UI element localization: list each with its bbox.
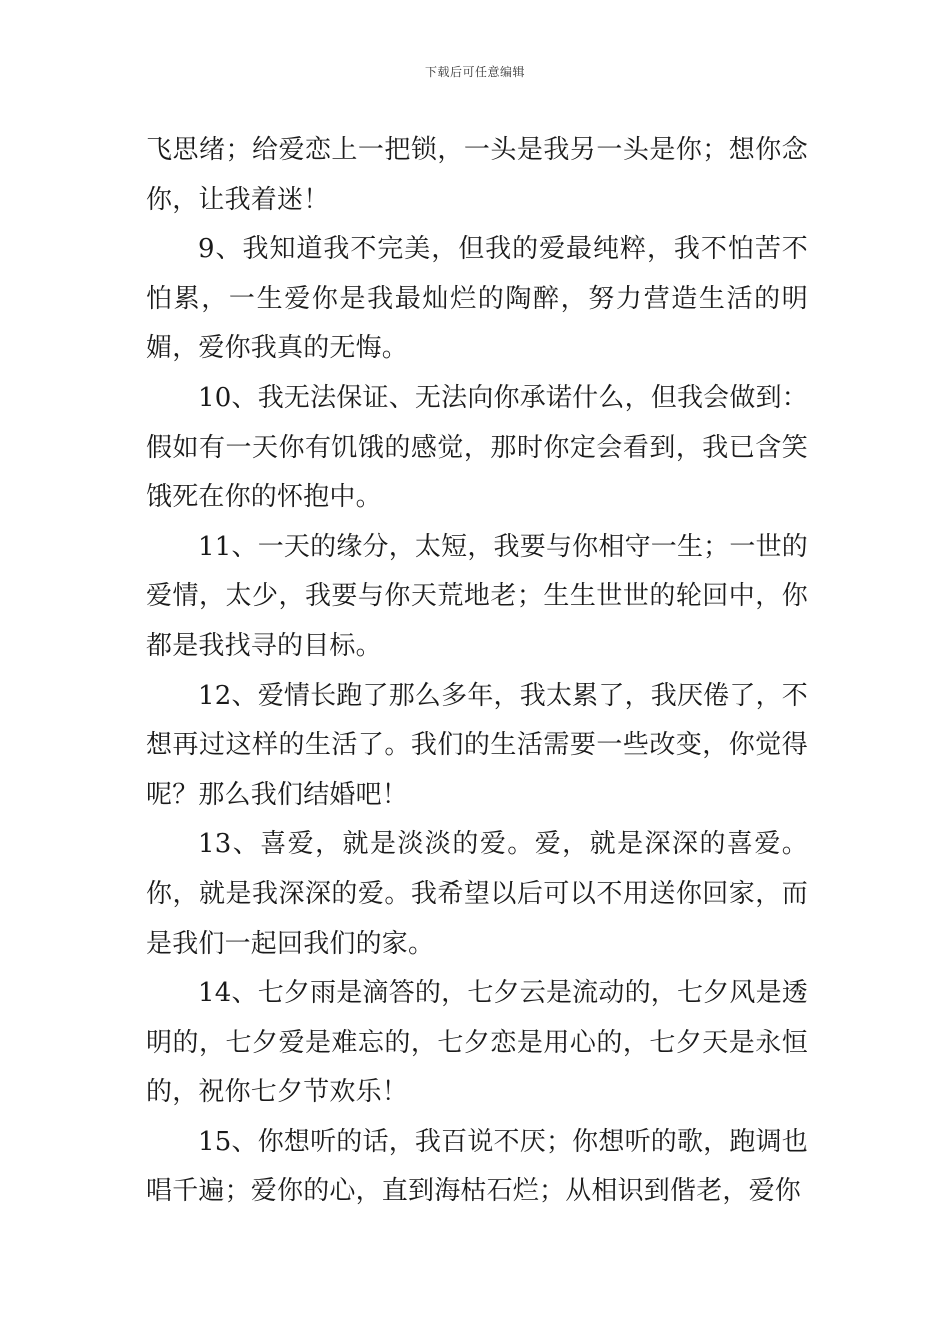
paragraph-item-12: 12、爱情长跑了那么多年，我太累了，我厌倦了，不想再过这样的生活了。我们的生活需要一些改变，你觉得呢？那么我们结婚吧！: [146, 680, 808, 810]
paragraph-item-13: 13、喜爱，就是淡淡的爱。爱，就是深深的喜爱。你，就是我深深的爱。我希望以后可以不用送你回家，而是我们一起回我们的家。: [146, 829, 808, 959]
paragraph-item-10: 10、我无法保证、无法向你承诺什么，但我会做到：假如有一天你有饥饿的感觉，那时你定会看到，我已含笑饿死在你的怀抱中。: [146, 382, 808, 513]
paragraph-item-14: 14、七夕雨是滴答的，七夕云是流动的，七夕风是透明的，七夕爱是难忘的，七夕恋是用心的，七夕天是永恒的，祝你七夕节欢乐！: [146, 978, 808, 1108]
paragraph-item-9: 9、我知道我不完美，但我的爱最纯粹，我不怕苦不怕累，一生爱你是我最灿烂的陶醉，努力营造生活的明媚，爱你我真的无悔。: [146, 234, 808, 364]
paragraph-continuation: 飞思绪；给爱恋上一把锁，一头是我另一头是你；想你念你，让我着迷！: [146, 135, 808, 215]
page-header: 下载后可任意编辑: [424, 65, 525, 79]
document-body: [146, 126, 808, 1217]
paragraph-item-11: 11、一天的缘分，太短，我要与你相守一生；一世的爱情，太少，我要与你天荒地老；生生世世的轮回中，你都是我找寻的目标。: [146, 531, 808, 661]
paragraph-item-15: 15、你想听的话，我百说不厌；你想听的歌，跑调也唱千遍；爱你的心，直到海枯石烂；从相识到偕老，爱你: [146, 1126, 808, 1207]
